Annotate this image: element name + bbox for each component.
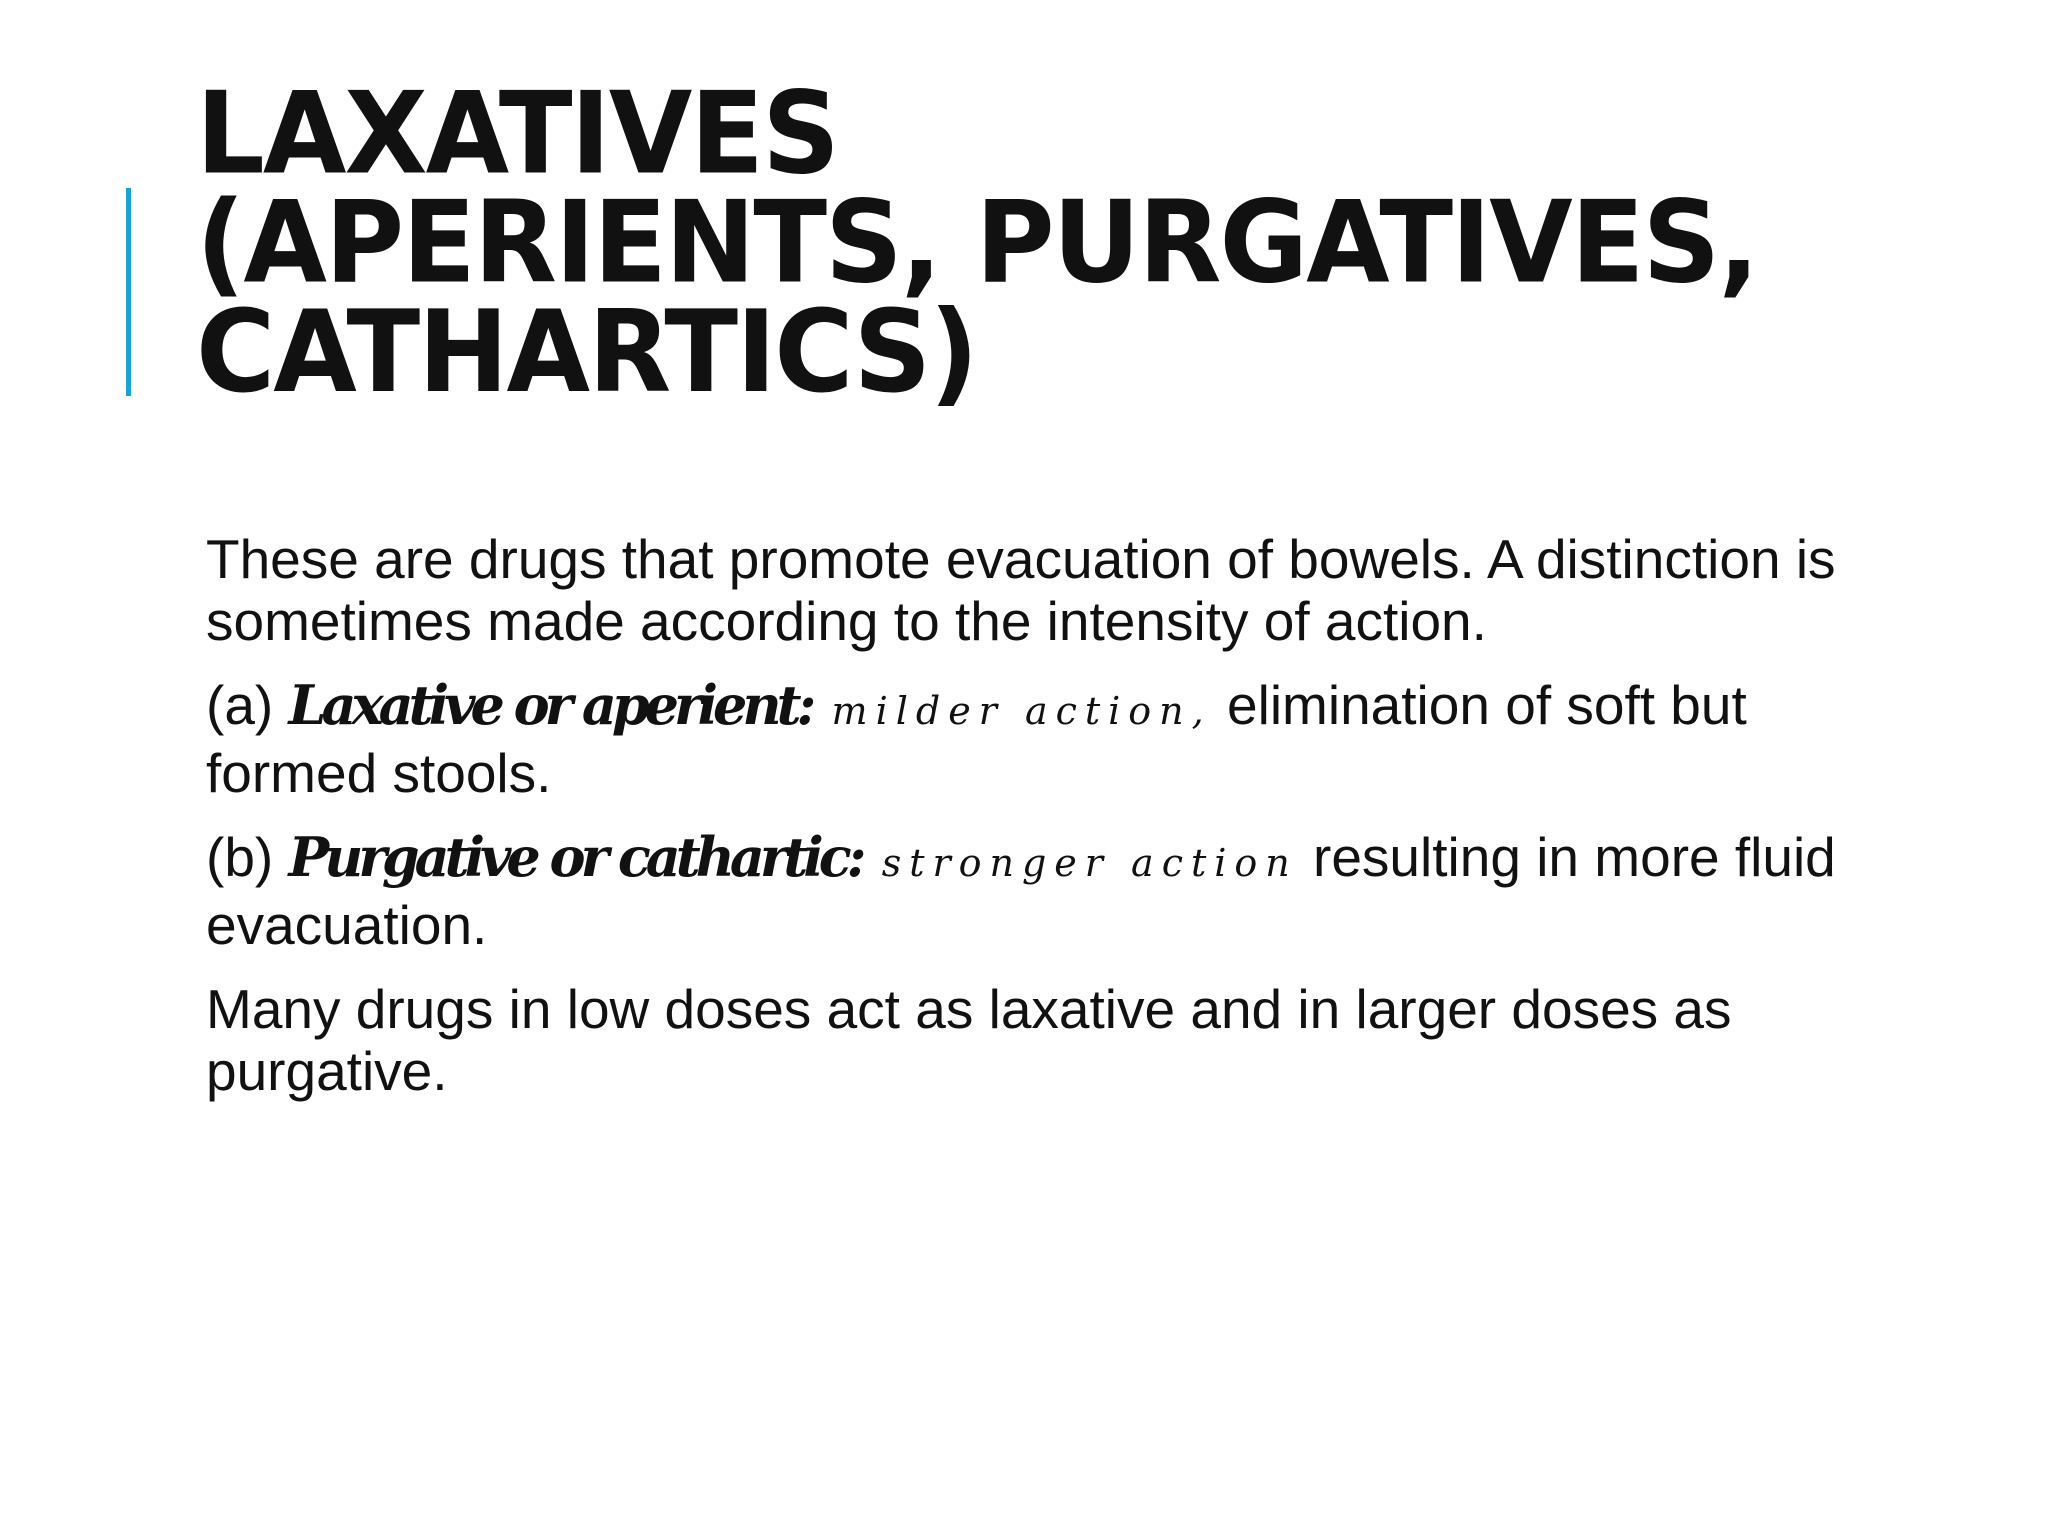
item-b-term: Purgative or cathartic: [288,825,862,889]
item-a-phrase: milder action, [811,689,1212,733]
title-line-1: LAXATIVES [196,68,838,200]
slide-title [196,68,1896,419]
item-a-rest: elimination of soft but formed stools. [206,674,1747,804]
slide-body [206,528,1906,1124]
closing-paragraph: Many drugs in low doses act as laxative and in larger doses as purgative. [206,978,1732,1102]
title-line-3: CATHARTICS) [196,286,977,419]
item-a-term: Laxative or aperient: [288,673,812,737]
item-a-prefix: (a) [206,674,289,736]
item-b-prefix: (b) [206,826,289,888]
item-b-rest: resulting in more fluid evacuation. [206,826,1836,956]
title-accent-bar [126,188,131,396]
title-line-2: (APERIENTS, PURGATIVES, [196,177,1758,309]
item-b-paragraph [206,826,1906,956]
intro-paragraph: These are drugs that promote evacuation of bowels. A distinction is sometimes made according to the intensity of action. [206,528,1836,652]
item-b-phrase: stronger action [861,841,1298,885]
item-a-paragraph [206,674,1906,804]
